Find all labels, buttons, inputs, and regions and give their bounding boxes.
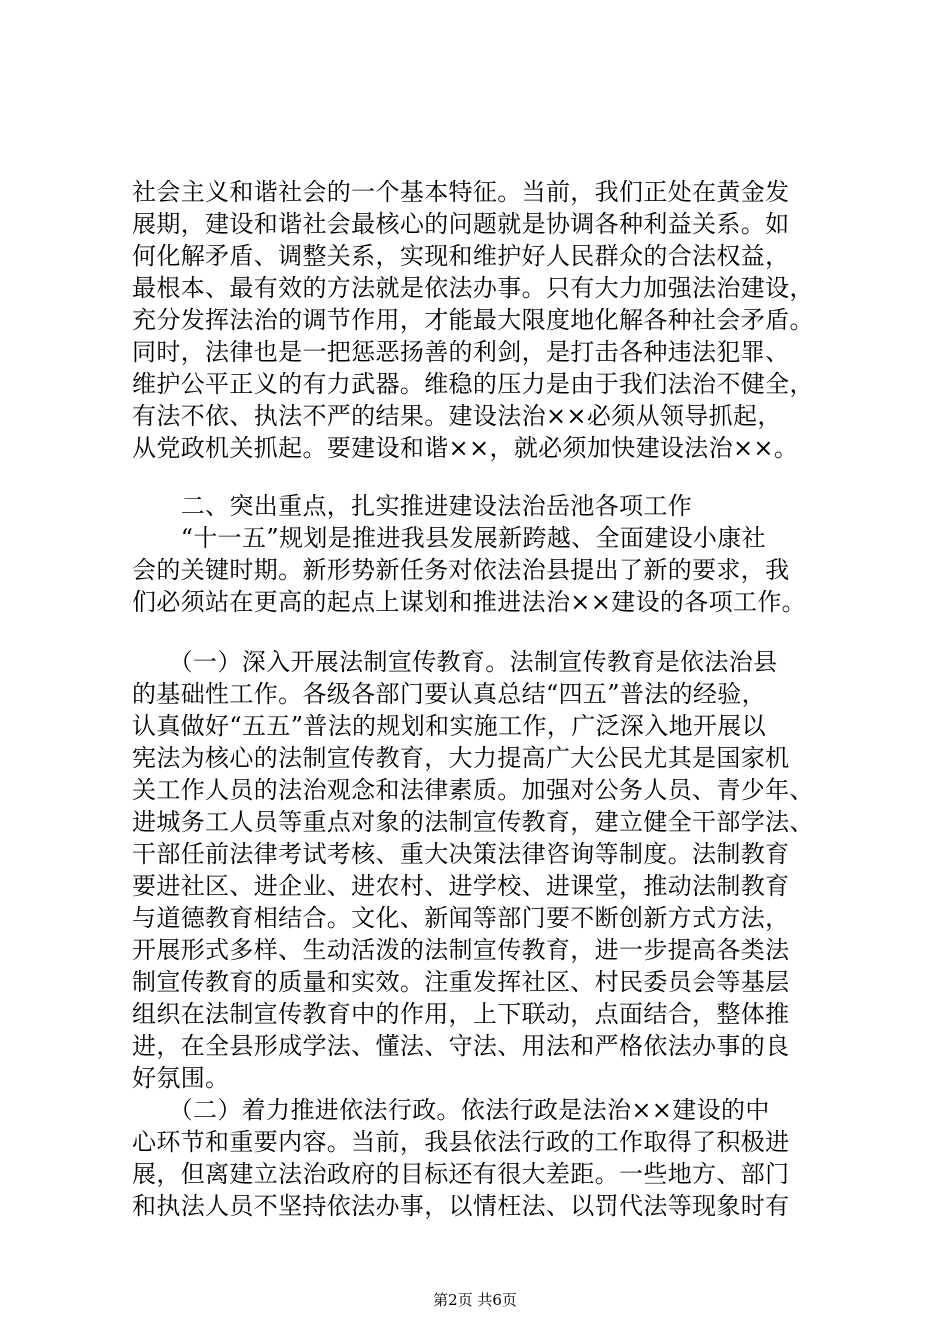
page-number-footer: 第2页 共6页: [433, 1291, 517, 1309]
line-30: 展，但离建立法治政府的目标还有很大差距。一些地方、部门: [132, 1160, 790, 1188]
line-27: 好氛围。: [132, 1064, 230, 1092]
line-18: 关工作人员的法治观念和法律素质。加强对公务人员、青少年、: [132, 776, 814, 804]
line-05: 充分发挥法治的调节作用，才能最大限度地化解各种社会矛盾。: [132, 306, 814, 334]
line-26: 进，在全县形成学法、懂法、守法、用法和严格依法办事的良: [132, 1032, 790, 1060]
line-17: 宪法为核心的法制宣传教育，大力提高广大公民尤其是国家机: [132, 744, 790, 772]
line-07: 维护公平正义的有力武器。维稳的压力是由于我们法治不健全，: [132, 370, 814, 398]
line-23: 开展形式多样、生动活泼的法制宣传教育，进一步提高各类法: [132, 936, 790, 964]
line-29: 心环节和重要内容。当前，我县依法行政的工作取得了积极进: [132, 1128, 790, 1156]
section-heading: 二、突出重点，扎实推进建设法治岳池各项工作: [132, 492, 693, 520]
line-13: 们必须站在更高的起点上谋划和推进法治××建设的各项工作。: [132, 588, 807, 616]
line-15: 的基础性工作。各级各部门要认真总结“四五”普法的经验，: [132, 680, 766, 708]
line-03: 何化解矛盾、调整关系，实现和维护好人民群众的合法权益，: [132, 242, 790, 270]
line-24: 制宣传教育的质量和实效。注重发挥社区、村民委员会等基层: [132, 968, 790, 996]
line-21: 要进社区、进企业、进农村、进学校、进课堂，推动法制教育: [132, 872, 790, 900]
line-19: 进城务工人员等重点对象的法制宣传教育，建立健全干部学法、: [132, 808, 814, 836]
line-31: 和执法人员不坚持依法办事，以情枉法、以罚代法等现象时有: [132, 1192, 790, 1220]
line-28: （二）着力推进依法行政。依法行政是法治××建设的中: [132, 1096, 770, 1124]
line-11: “十一五”规划是推进我县发展新跨越、全面建设小康社: [132, 524, 766, 552]
line-01: 社会主义和谐社会的一个基本特征。当前，我们正处在黄金发: [132, 178, 790, 206]
line-09: 从党政机关抓起。要建设和谐××，就必须加快建设法治××。: [132, 434, 799, 462]
line-20: 干部任前法律考试考核、重大决策法律咨询等制度。法制教育: [132, 840, 790, 868]
line-06: 同时，法律也是一把惩恶扬善的利剑，是打击各种违法犯罪、: [132, 338, 790, 366]
line-14: （一）深入开展法制宣传教育。法制宣传教育是依法治县: [132, 648, 778, 676]
line-04: 最根本、最有效的方法就是依法办事。只有大力加强法治建设，: [132, 274, 814, 302]
line-02: 展期，建设和谐社会最核心的问题就是协调各种利益关系。如: [132, 210, 790, 238]
line-22: 与道德教育相结合。文化、新闻等部门要不断创新方式方法，: [132, 904, 790, 932]
line-16: 认真做好“五五”普法的规划和实施工作，广泛深入地开展以: [132, 712, 766, 740]
line-25: 组织在法制宣传教育中的作用，上下联动，点面结合，整体推: [132, 1000, 790, 1028]
line-12: 会的关键时期。新形势新任务对依法治县提出了新的要求，我: [132, 556, 790, 584]
line-08: 有法不依、执法不严的结果。建设法治××必须从领导抓起，: [132, 402, 782, 430]
